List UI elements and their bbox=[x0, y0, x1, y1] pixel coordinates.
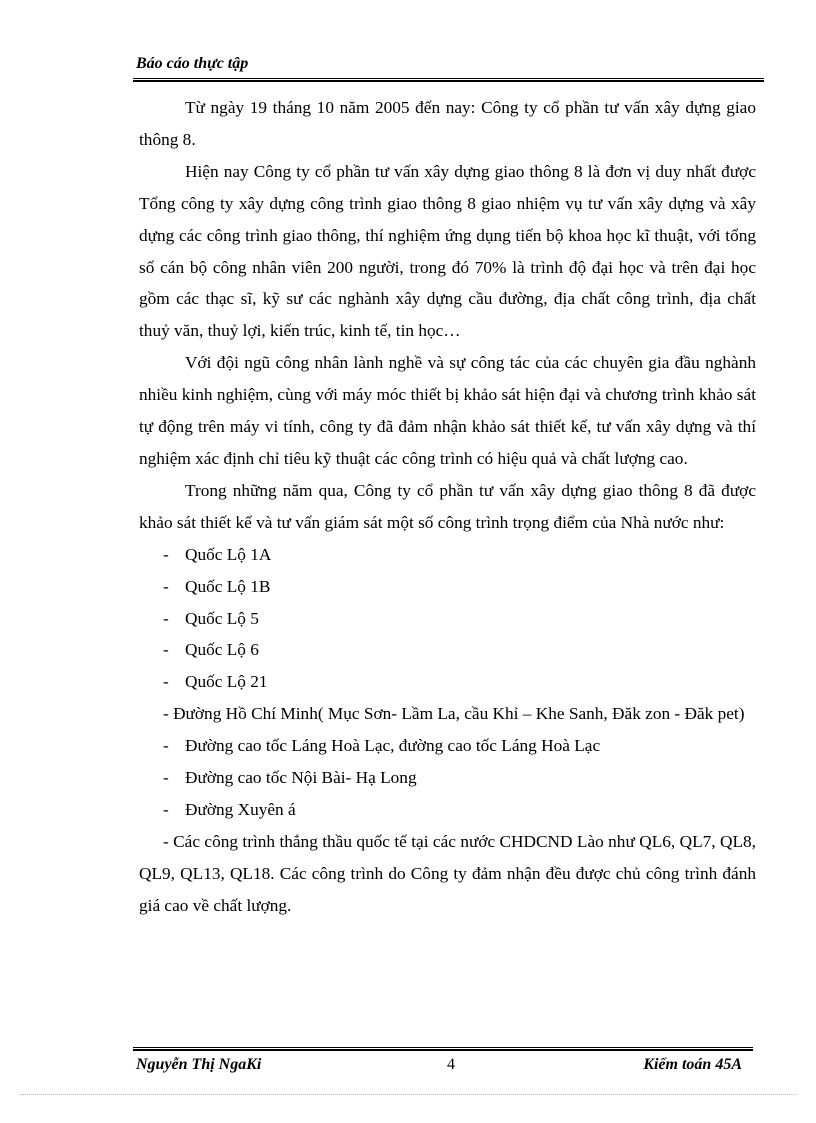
paragraph-1: Từ ngày 19 tháng 10 năm 2005 đến nay: Công ty cổ phần tư vấn xây dựng giao thông 8. bbox=[139, 98, 756, 149]
list-item: - Đường cao tốc Nội Bài- Hạ Long bbox=[163, 768, 417, 788]
list-item-international-projects: - Các công trình thắng thầu quốc tế tại các nước CHDCND Lào như QL6, QL7, QL8, QL9, QL13, QL18. Các công trình do Công ty đảm nhận đều được chủ công trình đánh giá cao về chất lượng. bbox=[139, 831, 756, 915]
list-item-text: Quốc Lộ 5 bbox=[185, 608, 259, 628]
paragraph-2: Hiện nay Công ty cổ phần tư vấn xây dựng giao thông 8 là đơn vị duy nhất được Tổng công ty xây dựng công trình giao thông 8 giao nhiệm vụ tư vấn xây dựng và xây dựng các công trình giao thông, thí nghiệm ứng dụng tiến bộ khoa học kĩ thuật, với tổng số cán bộ công nhân viên 200 người, trong đó 70% là trình độ đại học và trên đại học gồm các thạc sĩ, kỹ sư các nghành xây dựng cầu đường, địa chất công trình, địa chất thuỷ văn, thuỷ lợi, kiến trúc, kinh tế, tin học… bbox=[139, 161, 756, 341]
paragraph-3: Với đội ngũ công nhân lành nghề và sự công tác của các chuyên gia đầu nghành nhiều kinh nghiệm, cùng với máy móc thiết bị khảo sát hiện đại và chương trình khảo sát tự động trên máy vi tính, công ty đã đảm nhận khảo sát thiết kế, tư vấn xây dựng và thí nghiệm xác định chỉ tiêu kỹ thuật các công trình có hiệu quả và chất lượng cao. bbox=[139, 353, 756, 468]
list-item: - Đường Xuyên á bbox=[163, 799, 296, 819]
list-item-text: Quốc Lộ 1B bbox=[185, 576, 271, 596]
list-item-text: Đường Xuyên á bbox=[185, 799, 296, 819]
paragraph-4: Trong những năm qua, Công ty cổ phần tư vấn xây dựng giao thông 8 đã được khảo sát thiết kế và tư vấn giám sát một số công trình trọng điểm của Nhà nước như: bbox=[139, 480, 756, 532]
page-bottom-divider bbox=[20, 1094, 796, 1095]
list-item-ho-chi-minh-road: - Đường Hồ Chí Minh( Mục Sơn- Lầm La, cầu Khỉ – Khe Sanh, Đăk zon - Đăk pet) bbox=[163, 704, 745, 724]
page-number: 4 bbox=[447, 1056, 455, 1073]
list-item-text: Quốc Lộ 6 bbox=[185, 640, 259, 660]
list-item: - Quốc Lộ 1B bbox=[163, 576, 271, 596]
header-title: Báo cáo thực tập bbox=[136, 55, 249, 72]
body-text bbox=[139, 92, 756, 922]
footer-author: Nguyễn Thị NgaKi bbox=[136, 1056, 262, 1073]
list-item: - Quốc Lộ 6 bbox=[163, 640, 259, 660]
list-item-text: Quốc Lộ 21 bbox=[185, 672, 268, 692]
list-item: - Đường cao tốc Láng Hoà Lạc, đường cao tốc Láng Hoà Lạc bbox=[163, 736, 601, 756]
list-item-text: Đường cao tốc Nội Bài- Hạ Long bbox=[185, 768, 417, 788]
footer-department: Kiểm toán 45A bbox=[643, 1056, 742, 1073]
header-rule bbox=[133, 78, 764, 82]
list-item: - Quốc Lộ 1A bbox=[163, 544, 272, 564]
list-item: - Quốc Lộ 5 bbox=[163, 608, 259, 628]
list-item-text: Quốc Lộ 1A bbox=[185, 544, 272, 564]
list-item-text: Đường cao tốc Láng Hoà Lạc, đường cao tốc Láng Hoà Lạc bbox=[185, 736, 601, 756]
footer-rule bbox=[133, 1047, 753, 1051]
list-item: - Quốc Lộ 21 bbox=[163, 672, 268, 692]
footer bbox=[136, 1054, 756, 1078]
